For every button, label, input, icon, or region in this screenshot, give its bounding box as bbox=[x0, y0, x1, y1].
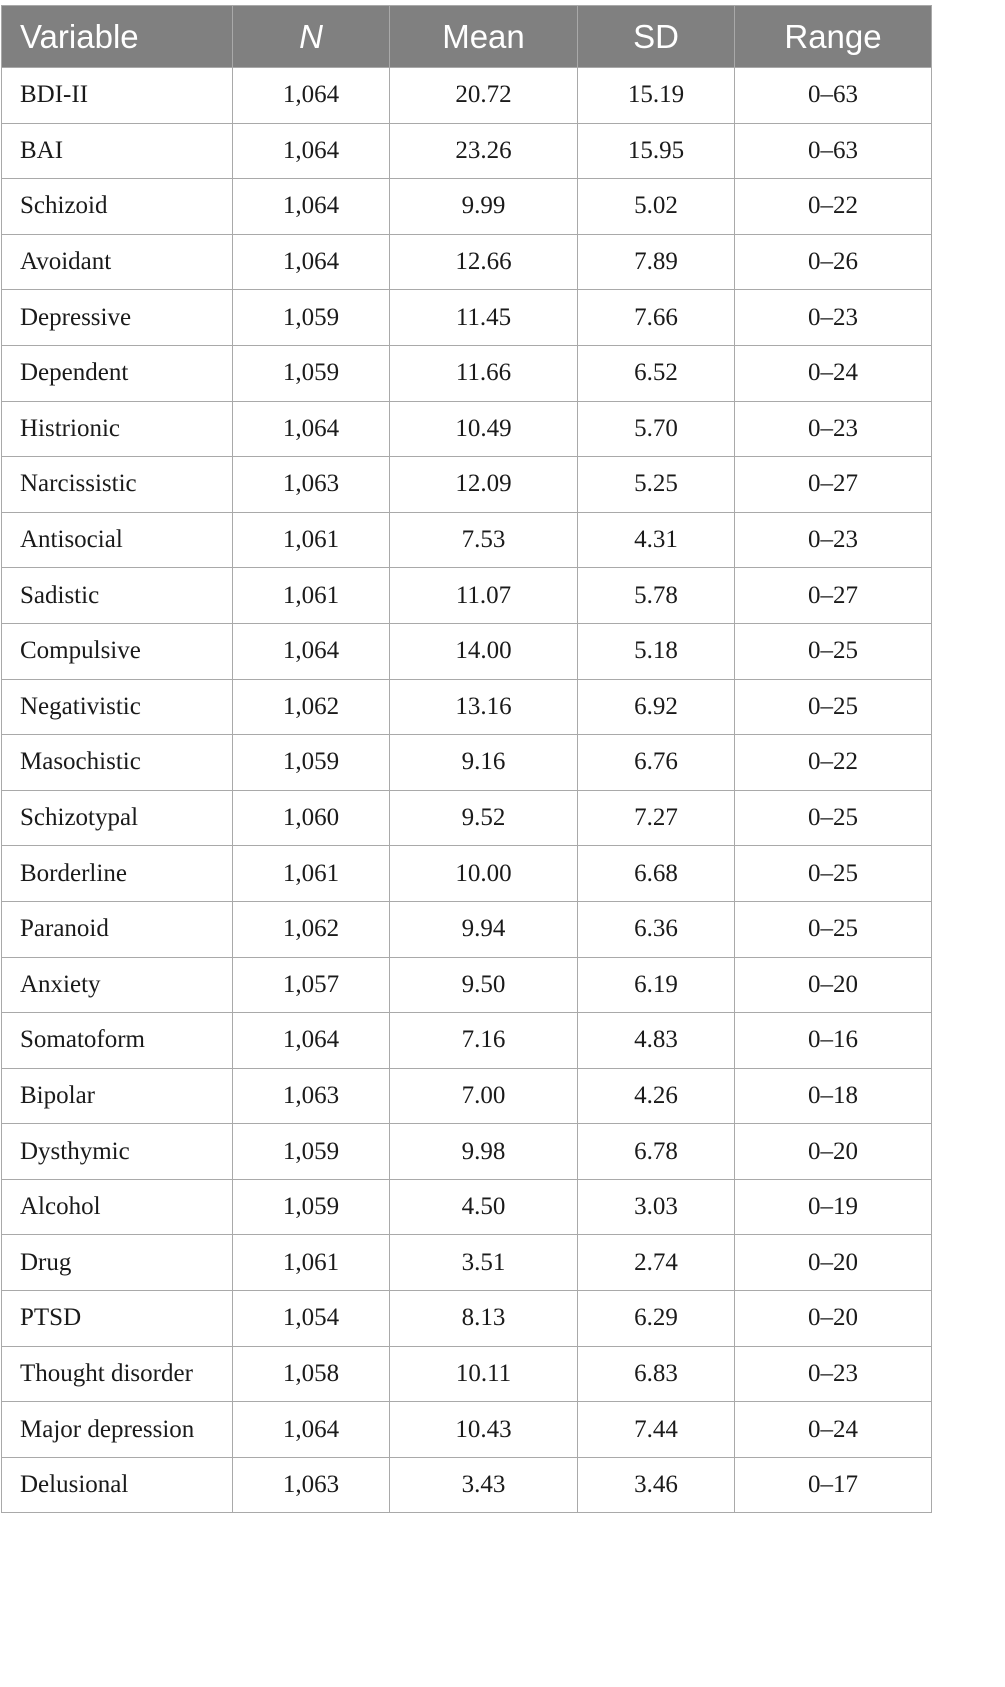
cell-variable: Masochistic bbox=[2, 735, 233, 791]
header-mean: Mean bbox=[390, 6, 578, 68]
cell-mean: 11.66 bbox=[390, 345, 578, 401]
cell-range: 0–16 bbox=[735, 1013, 932, 1069]
cell-n: 1,064 bbox=[233, 68, 390, 124]
descriptive-statistics-table bbox=[1, 5, 932, 1513]
table-row bbox=[2, 345, 932, 401]
cell-n: 1,059 bbox=[233, 1124, 390, 1180]
table-row bbox=[2, 846, 932, 902]
cell-mean: 13.16 bbox=[390, 679, 578, 735]
header-variable: Variable bbox=[2, 6, 233, 68]
cell-range: 0–25 bbox=[735, 623, 932, 679]
cell-n: 1,060 bbox=[233, 790, 390, 846]
cell-sd: 5.78 bbox=[578, 568, 735, 624]
table-row bbox=[2, 1457, 932, 1513]
table-row bbox=[2, 1179, 932, 1235]
cell-mean: 3.51 bbox=[390, 1235, 578, 1291]
cell-mean: 4.50 bbox=[390, 1179, 578, 1235]
table-row bbox=[2, 735, 932, 791]
cell-mean: 9.50 bbox=[390, 957, 578, 1013]
cell-range: 0–63 bbox=[735, 123, 932, 179]
cell-range: 0–18 bbox=[735, 1068, 932, 1124]
cell-sd: 6.19 bbox=[578, 957, 735, 1013]
cell-variable: Depressive bbox=[2, 290, 233, 346]
cell-n: 1,061 bbox=[233, 846, 390, 902]
cell-sd: 7.89 bbox=[578, 234, 735, 290]
cell-variable: BDI-II bbox=[2, 68, 233, 124]
cell-variable: Borderline bbox=[2, 846, 233, 902]
cell-sd: 5.70 bbox=[578, 401, 735, 457]
cell-range: 0–26 bbox=[735, 234, 932, 290]
cell-mean: 12.66 bbox=[390, 234, 578, 290]
cell-sd: 6.76 bbox=[578, 735, 735, 791]
cell-sd: 3.46 bbox=[578, 1457, 735, 1513]
cell-mean: 20.72 bbox=[390, 68, 578, 124]
cell-variable: Major depression bbox=[2, 1402, 233, 1458]
table-row bbox=[2, 234, 932, 290]
table-row bbox=[2, 457, 932, 513]
cell-n: 1,064 bbox=[233, 234, 390, 290]
cell-n: 1,064 bbox=[233, 1013, 390, 1069]
cell-sd: 4.31 bbox=[578, 512, 735, 568]
cell-n: 1,063 bbox=[233, 1457, 390, 1513]
cell-mean: 9.52 bbox=[390, 790, 578, 846]
cell-variable: Sadistic bbox=[2, 568, 233, 624]
cell-mean: 9.94 bbox=[390, 901, 578, 957]
cell-n: 1,063 bbox=[233, 457, 390, 513]
cell-variable: Antisocial bbox=[2, 512, 233, 568]
cell-n: 1,059 bbox=[233, 345, 390, 401]
cell-range: 0–23 bbox=[735, 1346, 932, 1402]
cell-mean: 11.07 bbox=[390, 568, 578, 624]
cell-range: 0–23 bbox=[735, 401, 932, 457]
cell-range: 0–25 bbox=[735, 679, 932, 735]
table-row bbox=[2, 290, 932, 346]
cell-sd: 5.25 bbox=[578, 457, 735, 513]
cell-sd: 3.03 bbox=[578, 1179, 735, 1235]
cell-sd: 6.36 bbox=[578, 901, 735, 957]
table-row bbox=[2, 68, 932, 124]
table-row bbox=[2, 123, 932, 179]
table-row bbox=[2, 1346, 932, 1402]
cell-n: 1,064 bbox=[233, 401, 390, 457]
cell-n: 1,054 bbox=[233, 1291, 390, 1347]
cell-mean: 11.45 bbox=[390, 290, 578, 346]
cell-n: 1,059 bbox=[233, 735, 390, 791]
header-n: N bbox=[233, 6, 390, 68]
cell-range: 0–20 bbox=[735, 1235, 932, 1291]
table-row bbox=[2, 1124, 932, 1180]
cell-range: 0–23 bbox=[735, 290, 932, 346]
cell-variable: Negativistic bbox=[2, 679, 233, 735]
cell-n: 1,059 bbox=[233, 290, 390, 346]
cell-sd: 6.52 bbox=[578, 345, 735, 401]
cell-mean: 3.43 bbox=[390, 1457, 578, 1513]
cell-range: 0–25 bbox=[735, 790, 932, 846]
table-row bbox=[2, 568, 932, 624]
cell-n: 1,064 bbox=[233, 179, 390, 235]
table-row bbox=[2, 1013, 932, 1069]
cell-mean: 7.00 bbox=[390, 1068, 578, 1124]
table-row bbox=[2, 901, 932, 957]
cell-sd: 6.92 bbox=[578, 679, 735, 735]
cell-variable: Somatoform bbox=[2, 1013, 233, 1069]
cell-range: 0–24 bbox=[735, 345, 932, 401]
cell-sd: 5.18 bbox=[578, 623, 735, 679]
cell-range: 0–23 bbox=[735, 512, 932, 568]
cell-variable: Dependent bbox=[2, 345, 233, 401]
cell-variable: Delusional bbox=[2, 1457, 233, 1513]
cell-range: 0–17 bbox=[735, 1457, 932, 1513]
cell-sd: 6.83 bbox=[578, 1346, 735, 1402]
cell-range: 0–20 bbox=[735, 957, 932, 1013]
cell-variable: Schizoid bbox=[2, 179, 233, 235]
cell-variable: Histrionic bbox=[2, 401, 233, 457]
cell-variable: Schizotypal bbox=[2, 790, 233, 846]
table-row bbox=[2, 401, 932, 457]
cell-range: 0–20 bbox=[735, 1124, 932, 1180]
table-row bbox=[2, 1291, 932, 1347]
cell-range: 0–22 bbox=[735, 179, 932, 235]
cell-mean: 9.99 bbox=[390, 179, 578, 235]
table-row bbox=[2, 1235, 932, 1291]
cell-n: 1,061 bbox=[233, 512, 390, 568]
cell-n: 1,064 bbox=[233, 1402, 390, 1458]
cell-mean: 10.00 bbox=[390, 846, 578, 902]
cell-variable: Alcohol bbox=[2, 1179, 233, 1235]
cell-sd: 6.78 bbox=[578, 1124, 735, 1180]
cell-sd: 7.27 bbox=[578, 790, 735, 846]
cell-n: 1,059 bbox=[233, 1179, 390, 1235]
cell-variable: Compulsive bbox=[2, 623, 233, 679]
cell-mean: 7.53 bbox=[390, 512, 578, 568]
cell-range: 0–27 bbox=[735, 457, 932, 513]
cell-n: 1,061 bbox=[233, 1235, 390, 1291]
cell-n: 1,062 bbox=[233, 901, 390, 957]
table-row bbox=[2, 623, 932, 679]
cell-n: 1,061 bbox=[233, 568, 390, 624]
cell-mean: 14.00 bbox=[390, 623, 578, 679]
cell-variable: Paranoid bbox=[2, 901, 233, 957]
table-row bbox=[2, 1068, 932, 1124]
table-body bbox=[2, 68, 932, 1513]
cell-mean: 7.16 bbox=[390, 1013, 578, 1069]
cell-range: 0–63 bbox=[735, 68, 932, 124]
cell-n: 1,058 bbox=[233, 1346, 390, 1402]
cell-sd: 4.83 bbox=[578, 1013, 735, 1069]
cell-sd: 15.95 bbox=[578, 123, 735, 179]
cell-sd: 5.02 bbox=[578, 179, 735, 235]
cell-sd: 6.68 bbox=[578, 846, 735, 902]
cell-n: 1,064 bbox=[233, 623, 390, 679]
cell-range: 0–19 bbox=[735, 1179, 932, 1235]
cell-mean: 23.26 bbox=[390, 123, 578, 179]
cell-range: 0–24 bbox=[735, 1402, 932, 1458]
table-row bbox=[2, 512, 932, 568]
cell-range: 0–27 bbox=[735, 568, 932, 624]
cell-mean: 8.13 bbox=[390, 1291, 578, 1347]
cell-sd: 4.26 bbox=[578, 1068, 735, 1124]
cell-range: 0–25 bbox=[735, 846, 932, 902]
table-row bbox=[2, 790, 932, 846]
cell-n: 1,064 bbox=[233, 123, 390, 179]
cell-n: 1,062 bbox=[233, 679, 390, 735]
cell-range: 0–25 bbox=[735, 901, 932, 957]
cell-variable: Thought disorder bbox=[2, 1346, 233, 1402]
cell-n: 1,057 bbox=[233, 957, 390, 1013]
table-row bbox=[2, 957, 932, 1013]
table-row bbox=[2, 179, 932, 235]
cell-range: 0–22 bbox=[735, 735, 932, 791]
cell-mean: 10.43 bbox=[390, 1402, 578, 1458]
cell-range: 0–20 bbox=[735, 1291, 932, 1347]
cell-sd: 7.44 bbox=[578, 1402, 735, 1458]
cell-sd: 15.19 bbox=[578, 68, 735, 124]
header-row bbox=[2, 6, 932, 68]
cell-mean: 10.11 bbox=[390, 1346, 578, 1402]
cell-sd: 7.66 bbox=[578, 290, 735, 346]
cell-variable: Drug bbox=[2, 1235, 233, 1291]
cell-n: 1,063 bbox=[233, 1068, 390, 1124]
table-header bbox=[2, 6, 932, 68]
cell-variable: BAI bbox=[2, 123, 233, 179]
table-row bbox=[2, 679, 932, 735]
cell-sd: 2.74 bbox=[578, 1235, 735, 1291]
cell-variable: Bipolar bbox=[2, 1068, 233, 1124]
cell-variable: Dysthymic bbox=[2, 1124, 233, 1180]
cell-variable: Avoidant bbox=[2, 234, 233, 290]
cell-mean: 9.16 bbox=[390, 735, 578, 791]
header-range: Range bbox=[735, 6, 932, 68]
table-row bbox=[2, 1402, 932, 1458]
header-sd: SD bbox=[578, 6, 735, 68]
cell-mean: 10.49 bbox=[390, 401, 578, 457]
cell-variable: Anxiety bbox=[2, 957, 233, 1013]
cell-variable: Narcissistic bbox=[2, 457, 233, 513]
cell-variable: PTSD bbox=[2, 1291, 233, 1347]
cell-sd: 6.29 bbox=[578, 1291, 735, 1347]
cell-mean: 12.09 bbox=[390, 457, 578, 513]
cell-mean: 9.98 bbox=[390, 1124, 578, 1180]
